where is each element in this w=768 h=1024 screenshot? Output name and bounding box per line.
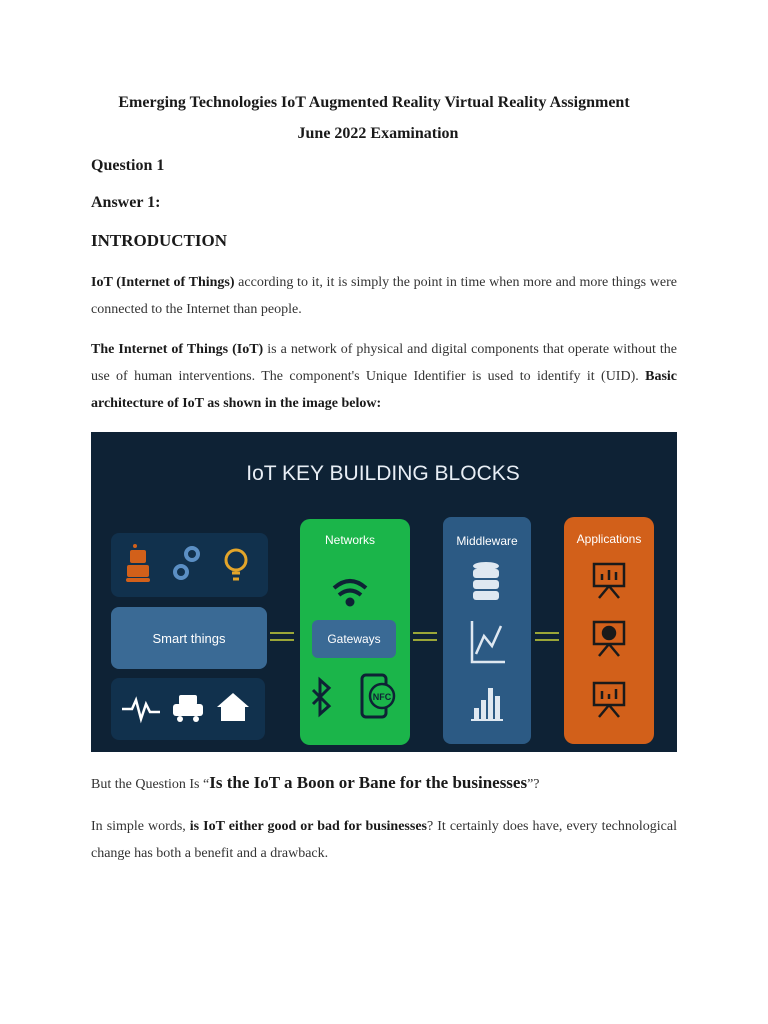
paragraph-iot-definition xyxy=(91,269,677,323)
answer-heading: Answer 1: xyxy=(91,194,161,211)
paragraph-text: is a network of physical and digital components that operate without the use of human interventions. The component's Unique Identifier is used to identify it (UID). xyxy=(91,342,677,384)
question-heading: Question 1 xyxy=(91,157,165,174)
paragraph-bold-term: The Internet of Things (IoT) xyxy=(91,342,264,357)
paragraph-text: But the Question Is “ xyxy=(91,777,210,792)
document-title: Emerging Technologies IoT Augmented Reality Virtual Reality Assignment xyxy=(118,94,630,111)
paragraph-bold-tail: Basic architecture of IoT as shown in the image below: xyxy=(91,369,677,411)
paragraph-emphasis: Is the IoT a Boon or Bane for the businesses xyxy=(209,773,528,792)
paragraph-question xyxy=(91,773,540,793)
iot-building-blocks-figure xyxy=(91,432,677,752)
smart-things-label: Smart things xyxy=(152,631,226,646)
paragraph-text: In simple words, xyxy=(91,819,190,834)
paragraph-text: according to it, it is simply the point in time when more and more things were connected to the Internet than people. xyxy=(91,275,677,317)
paragraph-simple-words xyxy=(91,813,677,867)
paragraph-text: ”? xyxy=(527,777,540,792)
networks-label: Networks xyxy=(324,533,376,547)
nfc-label: NFC xyxy=(372,692,392,702)
middleware-box xyxy=(443,517,531,744)
figure-title: IoT KEY BUILDING BLOCKS xyxy=(246,462,520,485)
paragraph-bold-phrase: is IoT either good or bad for businesses xyxy=(189,819,427,834)
paragraph-iot-network xyxy=(91,336,677,417)
applications-label: Applications xyxy=(576,532,642,546)
document-subtitle: June 2022 Examination xyxy=(297,125,459,142)
database-icon xyxy=(473,562,499,600)
gateways-label: Gateways xyxy=(327,632,381,646)
paragraph-bold-term: IoT (Internet of Things) xyxy=(91,275,235,290)
middleware-label: Middleware xyxy=(456,534,518,548)
section-heading: INTRODUCTION xyxy=(91,231,228,250)
paragraph-text: ? It certainly does have, every technological change has both a benefit and a drawback. xyxy=(91,819,677,861)
